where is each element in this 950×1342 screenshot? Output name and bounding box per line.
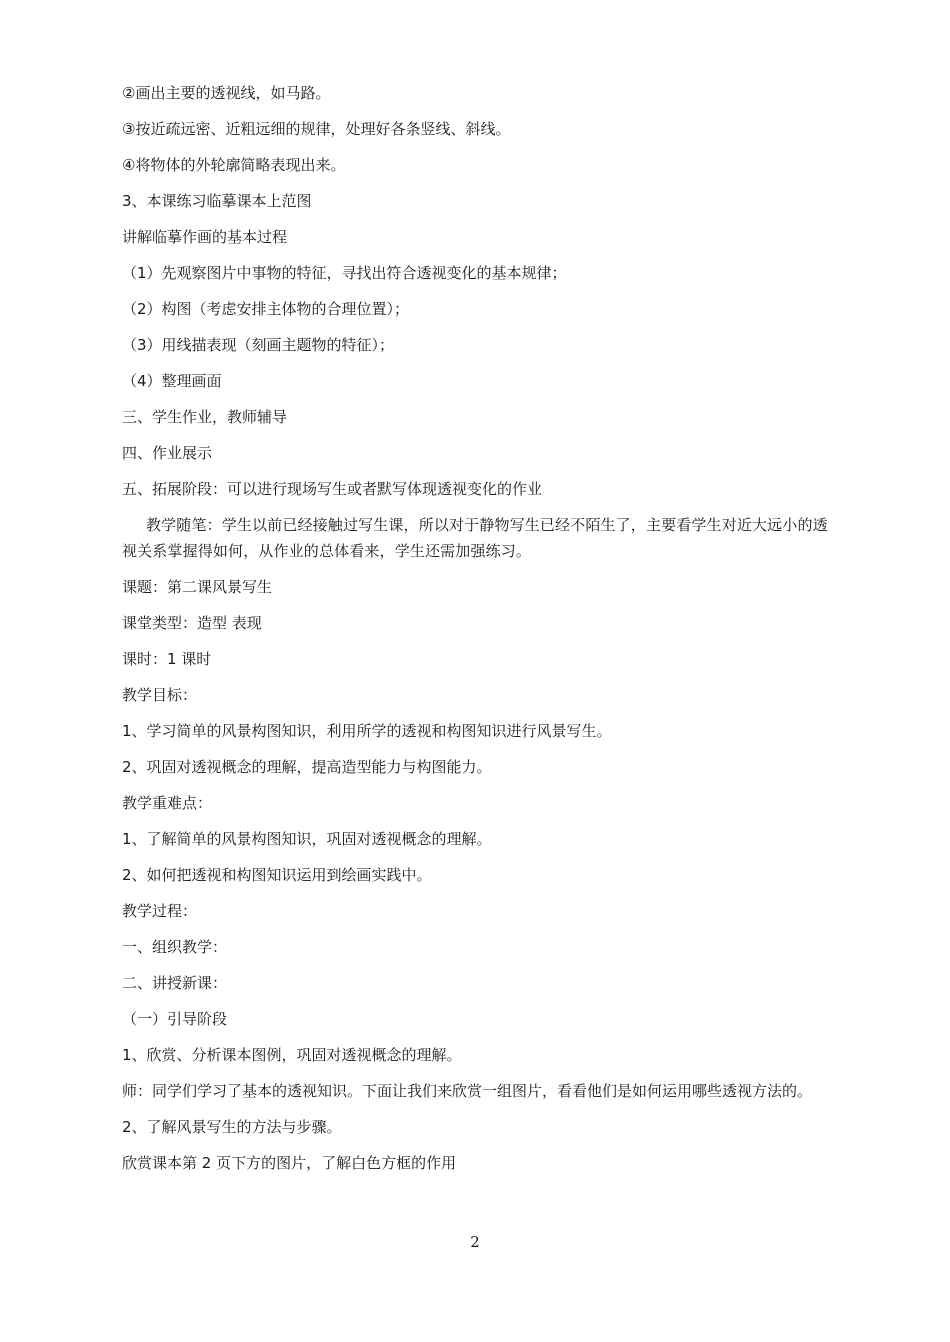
text-line: 三、学生作业，教师辅导 bbox=[122, 408, 288, 426]
text-line: 师：同学们学习了基本的透视知识。下面让我们来欣赏一组图片，看看他们是如何运用哪些透视方法的。 bbox=[122, 1082, 813, 1100]
text-line: 3、本课练习临摹课本上范图 bbox=[122, 192, 312, 210]
text-line: （2）构图（考虑安排主体物的合理位置）； bbox=[122, 300, 410, 318]
text-line: 课堂类型：造型 表现 bbox=[122, 614, 262, 632]
text-line: （3）用线描表现（刻画主题物的特征）； bbox=[122, 336, 395, 354]
teaching-notes-paragraph bbox=[122, 512, 864, 564]
teaching-notes-second-line: 视关系掌握得如何，从作业的总体看来，学生还需加强练习。 bbox=[122, 542, 532, 560]
text-line: 2、了解风景写生的方法与步骤。 bbox=[122, 1118, 342, 1136]
text-line: 教学重难点： bbox=[122, 794, 213, 812]
text-line: 课题：第二课风景写生 bbox=[122, 578, 273, 596]
text-line: （一）引导阶段 bbox=[122, 1010, 228, 1028]
text-line: ③按近疏远密、近粗远细的规律，处理好各条竖线、斜线。 bbox=[122, 120, 511, 138]
text-line: 四、作业展示 bbox=[122, 444, 213, 462]
text-line: 教学过程： bbox=[122, 902, 198, 920]
text-line: 二、讲授新课： bbox=[122, 974, 228, 992]
text-line: 欣赏课本第 2 页下方的图片，了解白色方框的作用 bbox=[122, 1154, 457, 1172]
text-line: （1）先观察图片中事物的特征，寻找出符合透视变化的基本规律； bbox=[122, 264, 567, 282]
text-line: 1、了解简单的风景构图知识，巩固对透视概念的理解。 bbox=[122, 830, 492, 848]
text-line: 五、拓展阶段：可以进行现场写生或者默写体现透视变化的作业 bbox=[122, 480, 543, 498]
text-line: 教学目标： bbox=[122, 686, 198, 704]
text-line: （4）整理画面 bbox=[122, 372, 222, 390]
text-line: 讲解临摹作画的基本过程 bbox=[122, 228, 288, 246]
text-line: 1、欣赏、分析课本图例，巩固对透视概念的理解。 bbox=[122, 1046, 462, 1064]
text-line: 2、如何把透视和构图知识运用到绘画实践中。 bbox=[122, 866, 432, 884]
page-number: 2 bbox=[470, 1233, 480, 1251]
page-content bbox=[122, 80, 864, 1186]
text-line: 1、学习简单的风景构图知识，利用所学的透视和构图知识进行风景写生。 bbox=[122, 722, 612, 740]
text-line: 一、组织教学： bbox=[122, 938, 228, 956]
text-line: ②画出主要的透视线，如马路。 bbox=[122, 84, 331, 102]
teaching-notes-first-line: 教学随笔：学生以前已经接触过写生课，所以对于静物写生已经不陌生了，主要看学生对近大远小的透 bbox=[146, 516, 828, 534]
text-line: 课时：1 课时 bbox=[122, 650, 212, 668]
text-line: ④将物体的外轮廓简略表现出来。 bbox=[122, 156, 346, 174]
text-line: 2、巩固对透视概念的理解，提高造型能力与构图能力。 bbox=[122, 758, 492, 776]
